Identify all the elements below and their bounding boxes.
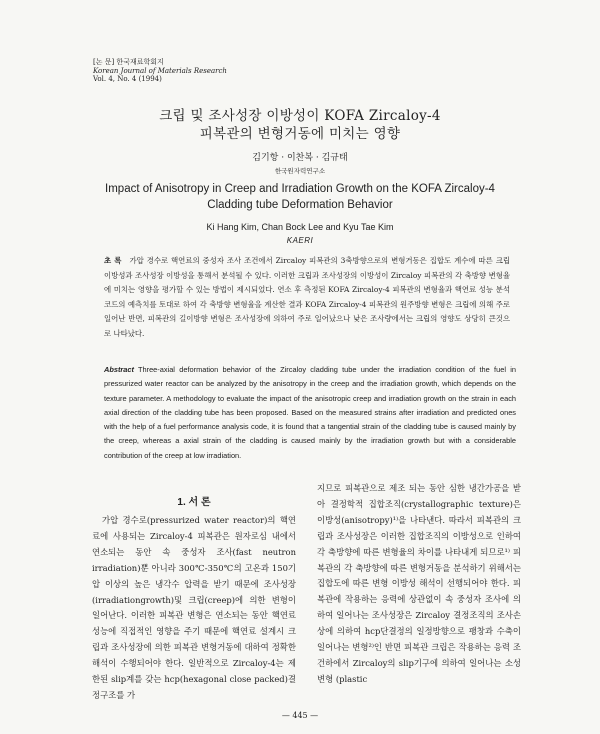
page-number: — 445 — [281,711,319,720]
body-left-text: 가압 경수로(pressurized water reactor)의 핵연료에 사용되는 Zircaloy-4 피복관은 원자로심 내에서 연소되는 동안 속 중성자 조사(fast neutron irradiation)뿐 아니라 300℃-350℃의 고온과 150기압 이상의 높은 냉각수 압력을 받기 때문에 조사성장(irradiationgrowth)및 크립(creep)에 의한 변형이 일어난다. 이러한 피복관 변형은 연소되는 동안 핵연료 성능에 직접적인 영향을 주기 때문에 핵연료 설계시 크립과 조사성장에 의한 피복관 변형거동에 대하여 정확한 해석이 수행되어야 한다. 일반적으로 Zircaloy-4는 제한된 slip계를 갖는 hcp(hexagonal close packed)결정구조를 가 [92,515,296,700]
abstract-ko-text: 가압 경수로 핵연료의 중성자 조사 조건에서 Zircaloy 피복관의 3축방향으로의 변형거동은 집합도 계수에 따른 크립 이방성과 조사성장 이방성을 통해서 분석될 수 있다. 이러한 크립과 조사성장의 이방성이 Zircaloy 피복관의 각 축방향 변형율에 미치는 영향을 평가할 수 있는 방법이 제시되었다. 연소 후 측정된 KOFA Zircaloy-4 피복관의 변형율과 핵연료 성능 분석 코드의 예측치를 토대로 하여 각 축방향 변형율을 계산한 결과 KOFA Zircaloy-4 피복관의 원주방향 변형은 크립에 의해 주로 일어난 반면, 피복관의 길이방향 변형은 조사성장에 의하여 주로 일어났으나 낮은 조사량에서는 크립의 영향도 상당히 큰것으로 나타났다. [104,256,510,338]
title-en-line2: Cladding tube Deformation Behavior [207,199,393,211]
journal-header-line2: Korean Journal of Materials Research [93,66,227,75]
body-column-right [317,481,521,688]
affiliation-ko: 한국원자력연구소 [274,167,326,175]
section-heading: 1. 서 론 [177,497,211,508]
abstract-ko-label: 초 록 [104,256,122,265]
abstract-en-text: Three-axial deformation behavior of the Zircaloy cladding tube under the irradiation condition of the fuel in pressurized water reactor can be analyzed by the anisotropy in the creep and the irradiation growth, which depends on the texture parameter. A methodology to evaluate the impact of the anisotropic creep and irradiation growth on the strain in each axial direction of the cladding tube has been proposed. Based on the measured strains after irradiation and predicted ones with the help of a fuel performance analysis code, it is found that a tangential strain of the cladding tube is caused mainly by the creep, whereas a axial strain of the cladding is caused mainly by the irradiation growth but with a considerable contribution of the creep at low irradiation. [104,365,516,460]
title-ko-line1: 크립 및 조사성장 이방성이 KOFA Zircaloy-4 [159,108,441,124]
affiliation-en: KAERI [286,236,314,245]
body-right-text: 지므로 피복관으로 제조 되는 동안 심한 냉간가공을 받아 결정학적 집합조직(crystallographic texture)은 이방성(anisotropy)¹⁾을 나타낸다. 따라서 피복관의 크립과 조사성장은 이러한 집합조직의 이방성으로 인하여 각 축방향에 따른 변형율의 차이를 나타내게 되므로¹⁾ 피복관의 각 축방향에 따른 변형거동을 분석하기 위해서는 집합도에 따른 변형 이방성 해석이 선행되어야 한다. 피복관에 작용하는 응력에 상관없이 속 중성자 조사에 의하여 일어나는 조사성장은 Zircaloy 결정조직의 조사손상에 의하여 hcp단결정의 일정방향으로 팽창과 수축이 일어나는 변형²⁾인 반면 피복관 크립은 작용하는 응력 조건하에서 Zircaloy의 slip기구에 의하여 일어나는 소성변형 (plastic [317,483,521,684]
abstract-en-label: Abstract [104,365,134,374]
title-en-line1: Impact of Anisotropy in Creep and Irradiation Growth on the KOFA Zircaloy-4 [105,183,495,195]
abstract-ko [104,254,510,342]
authors-ko: 김기항 · 이찬복 · 김규태 [252,153,348,163]
title-ko-line2: 피복관의 변형거동에 미치는 영향 [199,126,401,142]
body-column-left [92,513,296,704]
journal-header-line1: [논 문] 한국재료학회지 [93,58,164,66]
abstract-en [104,363,516,463]
authors-en: Ki Hang Kim, Chan Bock Lee and Kyu Tae Kim [206,222,394,232]
journal-header-line3: Vol. 4, No. 4 (1994) [93,75,162,83]
